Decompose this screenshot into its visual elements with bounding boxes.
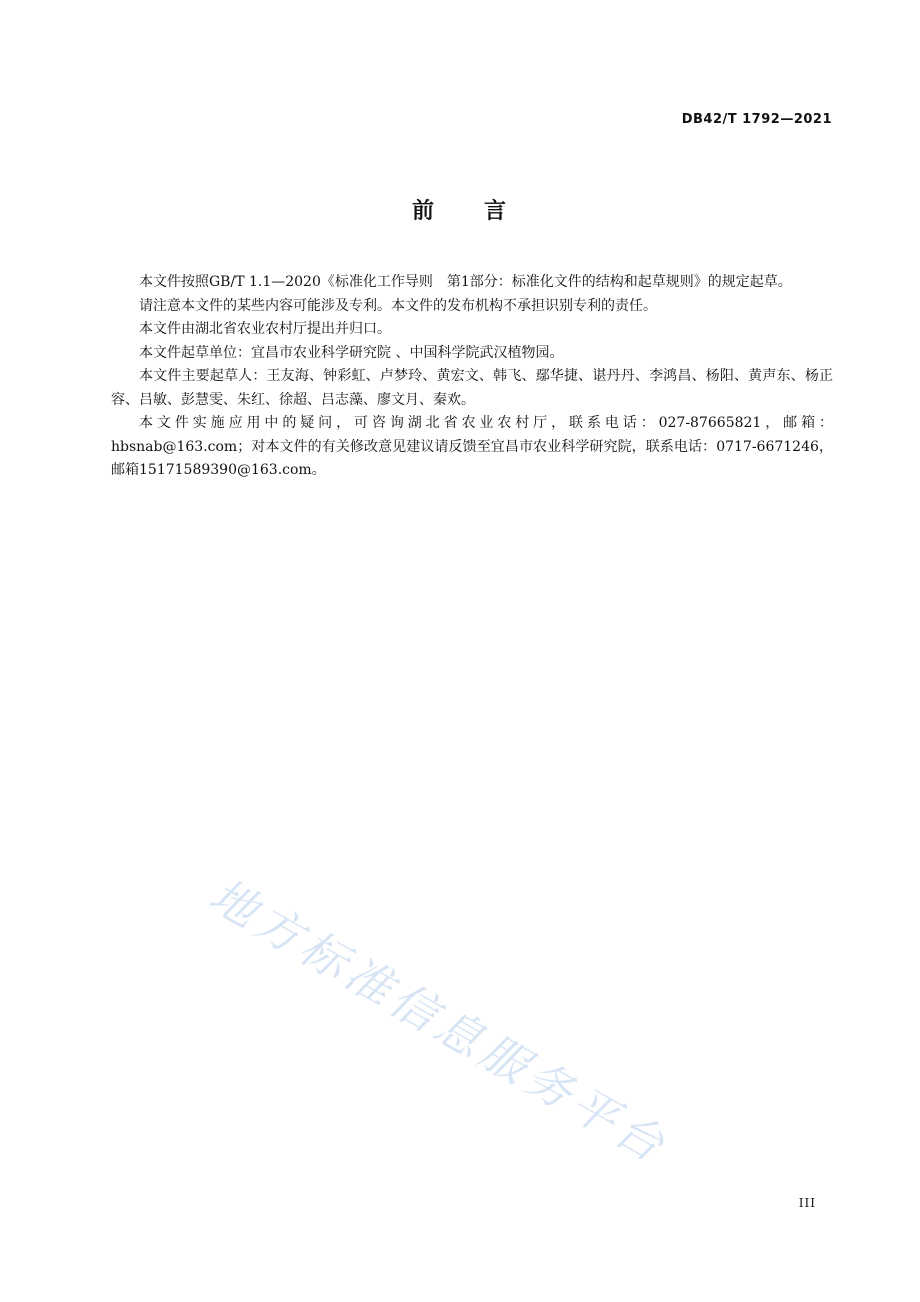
page-title — [0, 194, 920, 225]
paragraph-patent-notice: 请注意本文件的某些内容可能涉及专利。本文件的发布机构不承担识别专利的责任。 — [139, 297, 657, 314]
title-char-1: 前 — [411, 199, 436, 224]
standard-code: DB42/T 1792—2021 — [681, 112, 832, 127]
paragraph-drafters: 本文件主要起草人：王友海、钟彩虹、卢梦玲、黄宏文、韩飞、鄢华捷、谌丹丹、李鸿昌、杨阳、黄声东、杨正容、吕敏、彭慧雯、朱红、徐超、吕志藻、廖文月、秦欢。 — [111, 368, 833, 408]
watermark: 地方标准信息服务平台 — [200, 867, 678, 1175]
title-char-2: 言 — [484, 199, 509, 224]
paragraph-proposer: 本文件由湖北省农业农村厅提出并归口。 — [139, 321, 391, 337]
page-number: III — [798, 1196, 816, 1210]
paragraph-contact: 本文件实施应用中的疑问，可咨询湖北省农业农村厅，联系电话：027-87665821，邮箱：hbsnab@163.com；对本文件的有关修改意见建议请反馈至宜昌市农业科学研究院，联系电话：0717-6671246，邮箱15171589390@163.com。 — [111, 415, 833, 478]
paragraph-drafting-rules: 本文件按照GB/T 1.1—2020《标准化工作导则 第1部分：标准化文件的结构和起草规则》的规定起草。 — [139, 274, 792, 290]
foreword-body — [111, 271, 833, 483]
paragraph-drafting-units: 本文件起草单位：宜昌市农业科学研究院 、中国科学院武汉植物园。 — [139, 344, 564, 361]
